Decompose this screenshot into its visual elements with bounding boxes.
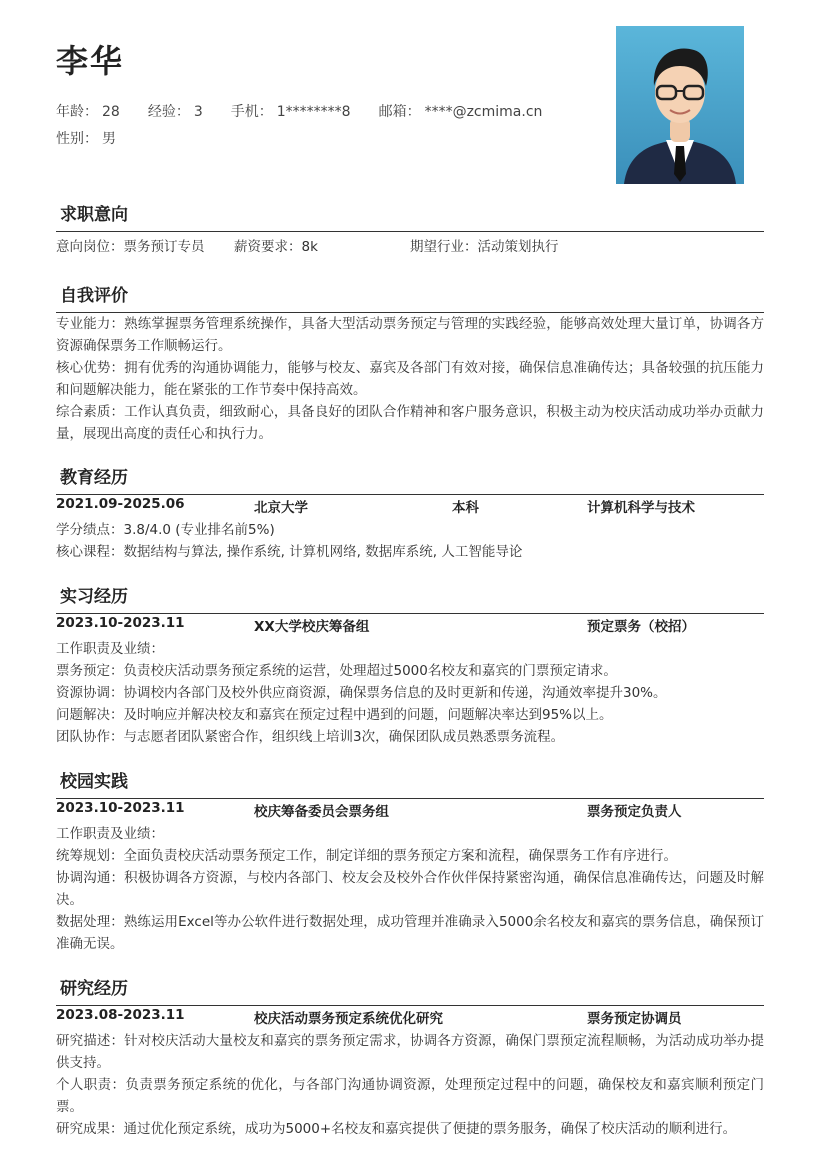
education-major: 计算机科学与技术 — [587, 500, 695, 516]
info-phone: 手机： 1********8 — [230, 104, 351, 120]
info-gender: 性别： 男 — [56, 131, 116, 147]
research-period: 2023.08-2023.11 — [56, 1007, 185, 1023]
research-line: 个人职责：负责票务预定系统的优化，与各部门沟通协调资源，处理预定过程中的问题，确保校友和嘉宾顺利预定门票。 — [56, 1077, 764, 1115]
intent-row — [56, 236, 764, 258]
basic-info-row — [56, 101, 570, 121]
section-title-self-eval: 自我评价 — [56, 281, 764, 313]
education-header — [56, 496, 764, 518]
internship-header — [56, 615, 764, 637]
section-title-campus: 校园实践 — [56, 767, 764, 799]
education-line: 学分绩点：3.8/4.0 (专业排名前5%) — [56, 522, 275, 538]
intent-position: 意向岗位：票务预订专员 — [56, 239, 205, 255]
campus-org: 校庆筹备委员会票务组 — [254, 804, 389, 820]
internship-org: XX大学校庆筹备组 — [254, 619, 370, 635]
info-email: 邮箱： ****@zcmima.cn — [378, 104, 543, 120]
research-line: 研究描述：针对校庆活动大量校友和嘉宾的票务预定需求，协调各方资源，确保门票预定流程顺畅，为活动成功举办提供支持。 — [56, 1033, 764, 1071]
campus-header — [56, 800, 764, 822]
section-title-education: 教育经历 — [56, 463, 764, 495]
internship-role: 预定票务（校招） — [587, 619, 695, 635]
internship-line: 团队协作：与志愿者团队紧密合作，组织线上培训3次，确保团队成员熟悉票务流程。 — [56, 729, 565, 745]
education-school: 北京大学 — [254, 500, 308, 516]
campus-line: 统筹规划：全面负责校庆活动票务预定工作，制定详细的票务预定方案和流程，确保票务工作有序进行。 — [56, 848, 677, 864]
research-role: 票务预定协调员 — [587, 1011, 682, 1027]
section-title-internship: 实习经历 — [56, 582, 764, 614]
campus-role: 票务预定负责人 — [587, 804, 682, 820]
campus-period: 2023.10-2023.11 — [56, 800, 185, 816]
info-age: 年龄： 28 — [56, 104, 120, 120]
campus-line: 数据处理：熟练运用Excel等办公软件进行数据处理，成功管理并准确录入5000余名校友和嘉宾的票务信息，确保预订准确无误。 — [56, 914, 764, 952]
education-line: 核心课程：数据结构与算法, 操作系统, 计算机网络, 数据库系统, 人工智能导论 — [56, 544, 523, 560]
candidate-name: 李华 — [56, 42, 125, 80]
internship-line: 工作职责及业绩： — [56, 641, 164, 657]
internship-line: 问题解决：及时响应并解决校友和嘉宾在预定过程中遇到的问题，问题解决率达到95%以上。 — [56, 707, 613, 723]
info-experience: 经验： 3 — [147, 104, 203, 120]
section-title-research: 研究经历 — [56, 974, 764, 1006]
internship-line: 票务预定：负责校庆活动票务预定系统的运营，处理超过5000名校友和嘉宾的门票预定请求。 — [56, 663, 617, 679]
research-org: 校庆活动票务预定系统优化研究 — [254, 1011, 443, 1027]
campus-line: 工作职责及业绩： — [56, 826, 164, 842]
self-eval-item: 核心优势：拥有优秀的沟通协调能力，能够与校友、嘉宾及各部门有效对接，确保信息准确传达；具备较强的抗压能力和问题解决能力，能在紧张的工作节奏中保持高效。 — [56, 360, 764, 398]
education-period: 2021.09-2025.06 — [56, 496, 185, 512]
intent-salary: 薪资要求：8k — [234, 239, 318, 255]
profile-photo — [616, 26, 744, 184]
campus-line: 协调沟通：积极协调各方资源，与校内各部门、校友会及校外合作伙伴保持紧密沟通，确保信息准确传达，问题及时解决。 — [56, 870, 764, 908]
research-header — [56, 1007, 764, 1029]
section-title-intent: 求职意向 — [56, 200, 764, 232]
research-line: 研究成果：通过优化预定系统，成功为5000+名校友和嘉宾提供了便捷的票务服务，确保了校庆活动的顺利进行。 — [56, 1121, 737, 1137]
self-eval-item: 综合素质：工作认真负责，细致耐心，具备良好的团队合作精神和客户服务意识，积极主动为校庆活动成功举办贡献力量，展现出高度的责任心和执行力。 — [56, 404, 764, 442]
gender-row — [56, 128, 144, 148]
internship-period: 2023.10-2023.11 — [56, 615, 185, 631]
education-degree: 本科 — [452, 500, 479, 516]
internship-line: 资源协调：协调校内各部门及校外供应商资源，确保票务信息的及时更新和传递，沟通效率提升30%。 — [56, 685, 667, 701]
self-eval-item: 专业能力：熟练掌握票务管理系统操作，具备大型活动票务预定与管理的实践经验，能够高效处理大量订单，协调各方资源确保票务工作顺畅运行。 — [56, 316, 764, 354]
intent-industry: 期望行业：活动策划执行 — [410, 239, 559, 255]
